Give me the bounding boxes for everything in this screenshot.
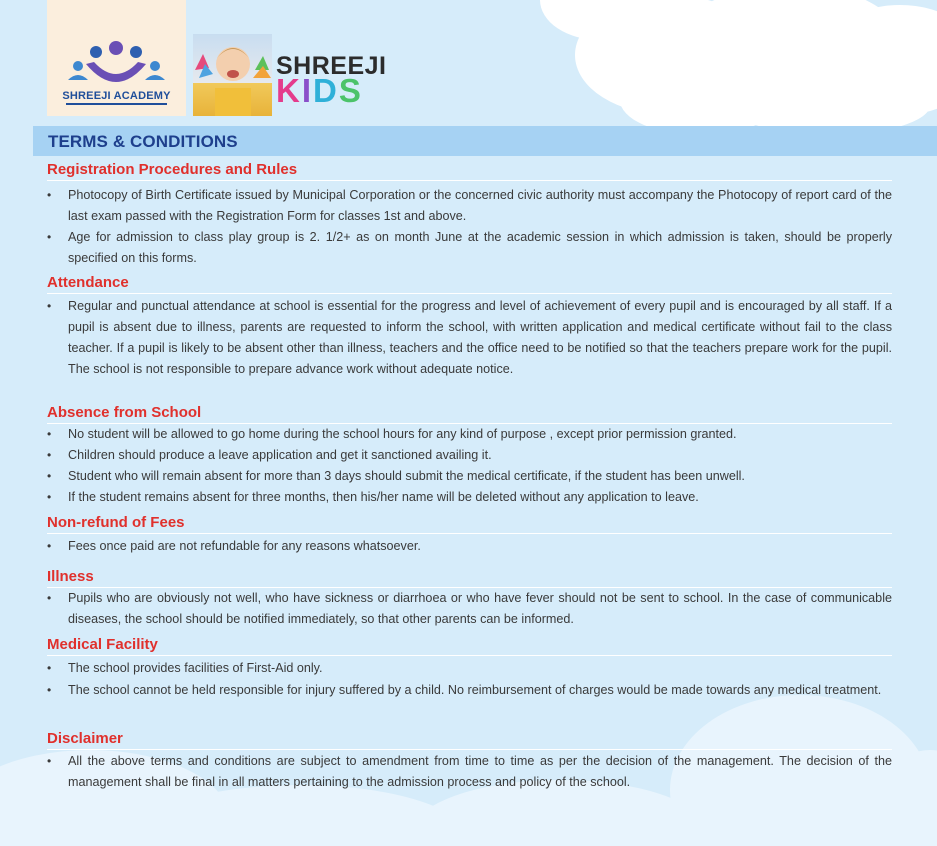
list-item-text: Regular and punctual attendance at school is essential for the progress and level of achievement of every pupil and is encouraged by all staff. If a pupil is absent due to illness, parents are requested to inform the school, with written application and medical certificate without fail to the class teacher. If a pupil is likely to be absent other than illness, teachers and the office need to be notified so that the teachers prepare work for the pupil. The school is not responsible to prepare advance work without adequate notice. (68, 299, 892, 376)
list-item: • Pupils who are obviously not well, who have sickness or diarrhoea or who have fever should not be sent to school. In the case of communicable diseases, the school should be notified immediately, so that other parents can be informed. (47, 588, 892, 630)
list-item-text: Age for admission to class play group is 2. 1/2+ as on month June at the academic session in which admission is taken, should be properly specified on this forms. (68, 230, 892, 265)
kids-letter: K (276, 72, 302, 109)
list-item-text: All the above terms and conditions are subject to amendment from time to time as per the decision of the management. The decision of the management shall be final in all matters pertaining to the admission process and policy of the school. (68, 754, 892, 789)
list-item-text: Children should produce a leave application and get it sanctioned availing it. (68, 448, 492, 462)
child-photo (193, 34, 272, 116)
list-item-text: Pupils who are obviously not well, who have sickness or diarrhoea or who have fever should not be sent to school. In the case of communicable diseases, the school should be notified immediately, so that other parents can be informed. (68, 591, 892, 626)
list-item-text: Photocopy of Birth Certificate issued by Municipal Corporation or the concerned civic authority must accompany the Photocopy of report card of the last exam passed with the Registration Form for classes 1st and above. (68, 188, 892, 223)
list-item: • Photocopy of Birth Certificate issued by Municipal Corporation or the concerned civic authority must accompany the Photocopy of report card of the last exam passed with the Registration Form for classes 1st and above. (47, 185, 892, 227)
list-item: • The school cannot be held responsible for injury suffered by a child. No reimbursement of charges would be made towards any medical treatment. (47, 680, 892, 701)
section-heading-non-refund: Non-refund of Fees (47, 514, 892, 534)
list-item: • Regular and punctual attendance at school is essential for the progress and level of achievement of every pupil and is encouraged by all staff. If a pupil is absent due to illness, parents are requested to inform the school, with written application and medical certificate without fail to the class teacher. If a pupil is likely to be absent other than illness, teachers and the office need to be notified so that the teachers prepare work for the pupil. The school is not responsible to prepare advance work without adequate notice. (47, 296, 892, 380)
section-heading-absence: Absence from School (47, 404, 892, 424)
list-item-text: No student will be allowed to go home during the school hours for any kind of purpose , except prior permission granted. (68, 427, 737, 441)
section-heading-illness: Illness (47, 568, 892, 588)
list-item-text: If the student remains absent for three months, then his/her name will be deleted without any application to leave. (68, 490, 699, 504)
list-item: • If the student remains absent for three months, then his/her name will be deleted without any application to leave. (47, 487, 892, 508)
shreeji-academy-logo (47, 0, 186, 116)
section-heading-attendance: Attendance (47, 274, 892, 294)
list-item: • Children should produce a leave application and get it sanctioned availing it. (47, 445, 892, 466)
list-item-text: The school provides facilities of First-Aid only. (68, 661, 323, 675)
list-item: • Age for admission to class play group is 2. 1/2+ as on month June at the academic session in which admission is taken, should be properly specified on this forms. (47, 227, 892, 269)
list-item: • All the above terms and conditions are subject to amendment from time to time as per the decision of the management. The decision of the management shall be final in all matters pertaining to the admission process and policy of the school. (47, 751, 892, 793)
page-title: TERMS & CONDITIONS (48, 132, 238, 151)
list-item: • No student will be allowed to go home during the school hours for any kind of purpose , except prior permission granted. (47, 424, 892, 445)
academy-underline (66, 103, 167, 105)
list-item: • Student who will remain absent for more than 3 days should submit the medical certificate, if the student has been unwell. (47, 466, 892, 487)
kids-letter: D (313, 72, 339, 109)
list-item: • The school provides facilities of First-Aid only. (47, 658, 892, 679)
section-heading-registration: Registration Procedures and Rules (47, 161, 892, 181)
people-logo-icon (66, 40, 167, 86)
section-heading-medical: Medical Facility (47, 636, 892, 656)
kids-logo-word-kids (276, 72, 363, 110)
section-heading-disclaimer: Disclaimer (47, 730, 892, 750)
academy-name: SHREEJI ACADEMY (62, 90, 171, 102)
list-item-text: The school cannot be held responsible for injury suffered by a child. No reimbursement of charges would be made towards any medical treatment. (68, 683, 882, 697)
kids-letter: S (338, 72, 363, 109)
kids-letter: I (301, 72, 314, 109)
kids-logo-word-shreeji: SHREEJI (276, 52, 387, 80)
list-item: • Fees once paid are not refundable for any reasons whatsoever. (47, 536, 892, 557)
list-item-text: Fees once paid are not refundable for any reasons whatsoever. (68, 539, 421, 553)
list-item-text: Student who will remain absent for more than 3 days should submit the medical certificate, if the student has been unwell. (68, 469, 745, 483)
